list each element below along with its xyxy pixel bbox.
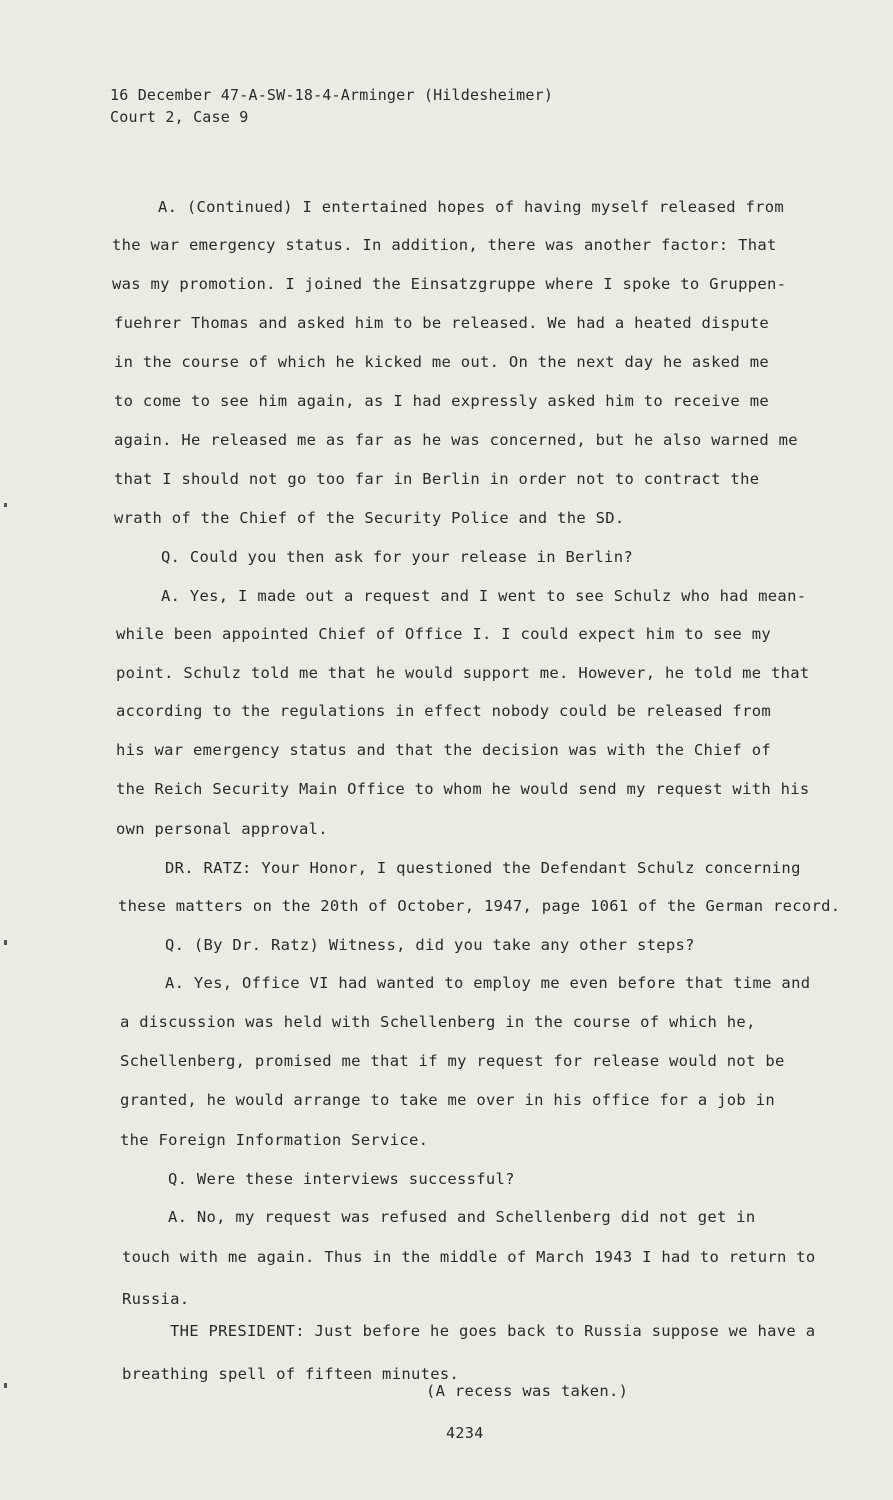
transcript-line: Schellenberg, promised me that if my request for release would not be [120,1052,785,1070]
transcript-line: breathing spell of fifteen minutes. [122,1365,460,1383]
transcript-line: own personal approval. [116,820,328,838]
recess-note: (A recess was taken.) [426,1382,629,1400]
transcript-line: the Foreign Information Service. [120,1131,429,1149]
transcript-line: THE PRESIDENT: Just before he goes back to Russia suppose we have a [170,1322,816,1340]
transcript-line: A. No, my request was refused and Schellenberg did not get in [168,1208,756,1226]
transcript-line: point. Schulz told me that he would support me. However, he told me that [116,664,810,682]
transcript-line: a discussion was held with Schellenberg in the course of which he, [120,1013,756,1031]
transcript-line: A. (Continued) I entertained hopes of having myself released from [158,198,785,216]
transcript-line: DR. RATZ: Your Honor, I questioned the Defendant Schulz concerning [165,859,801,877]
transcript-line: granted, he would arrange to take me over in his office for a job in [120,1091,775,1109]
document-header [110,84,553,128]
transcript-line: that I should not go too far in Berlin in order not to contract the [114,470,760,488]
transcript-line: the war emergency status. In addition, there was another factor: That [112,236,777,254]
margin-mark [4,1383,7,1388]
header-court-line: Court 2, Case 9 [110,108,249,126]
transcript-line: the Reich Security Main Office to whom he would send my request with his [116,780,810,798]
transcript-line: wrath of the Chief of the Security Police and the SD. [114,509,625,527]
transcript-line: Q. Could you then ask for your release in Berlin? [161,548,633,566]
transcript-line: Q. (By Dr. Ratz) Witness, did you take any other steps? [165,936,695,954]
transcript-line: fuehrer Thomas and asked him to be released. We had a heated dispute [114,314,769,332]
transcript-line: according to the regulations in effect nobody could be released from [116,702,771,720]
transcript-line: Russia. [122,1290,190,1308]
margin-mark [4,503,7,507]
page-number: 4234 [446,1424,484,1442]
transcript-line: his war emergency status and that the decision was with the Chief of [116,741,771,759]
margin-mark [4,940,7,945]
transcript-line: touch with me again. Thus in the middle of March 1943 I had to return to [122,1248,816,1266]
transcript-line: A. Yes, I made out a request and I went to see Schulz who had mean- [161,587,807,605]
transcript-line: Q. Were these interviews successful? [168,1170,515,1188]
transcript-line: was my promotion. I joined the Einsatzgruppe where I spoke to Gruppen- [112,275,787,293]
transcript-line: again. He released me as far as he was concerned, but he also warned me [114,431,798,449]
header-docket-line: 16 December 47-A-SW-18-4-Arminger (Hildesheimer) [110,86,554,104]
transcript-line: A. Yes, Office VI had wanted to employ me even before that time and [165,974,811,992]
transcript-line: these matters on the 20th of October, 1947, page 1061 of the German record. [118,897,841,915]
transcript-line: while been appointed Chief of Office I. I could expect him to see my [116,625,771,643]
transcript-line: in the course of which he kicked me out. On the next day he asked me [114,353,769,371]
transcript-line: to come to see him again, as I had expressly asked him to receive me [114,392,769,410]
